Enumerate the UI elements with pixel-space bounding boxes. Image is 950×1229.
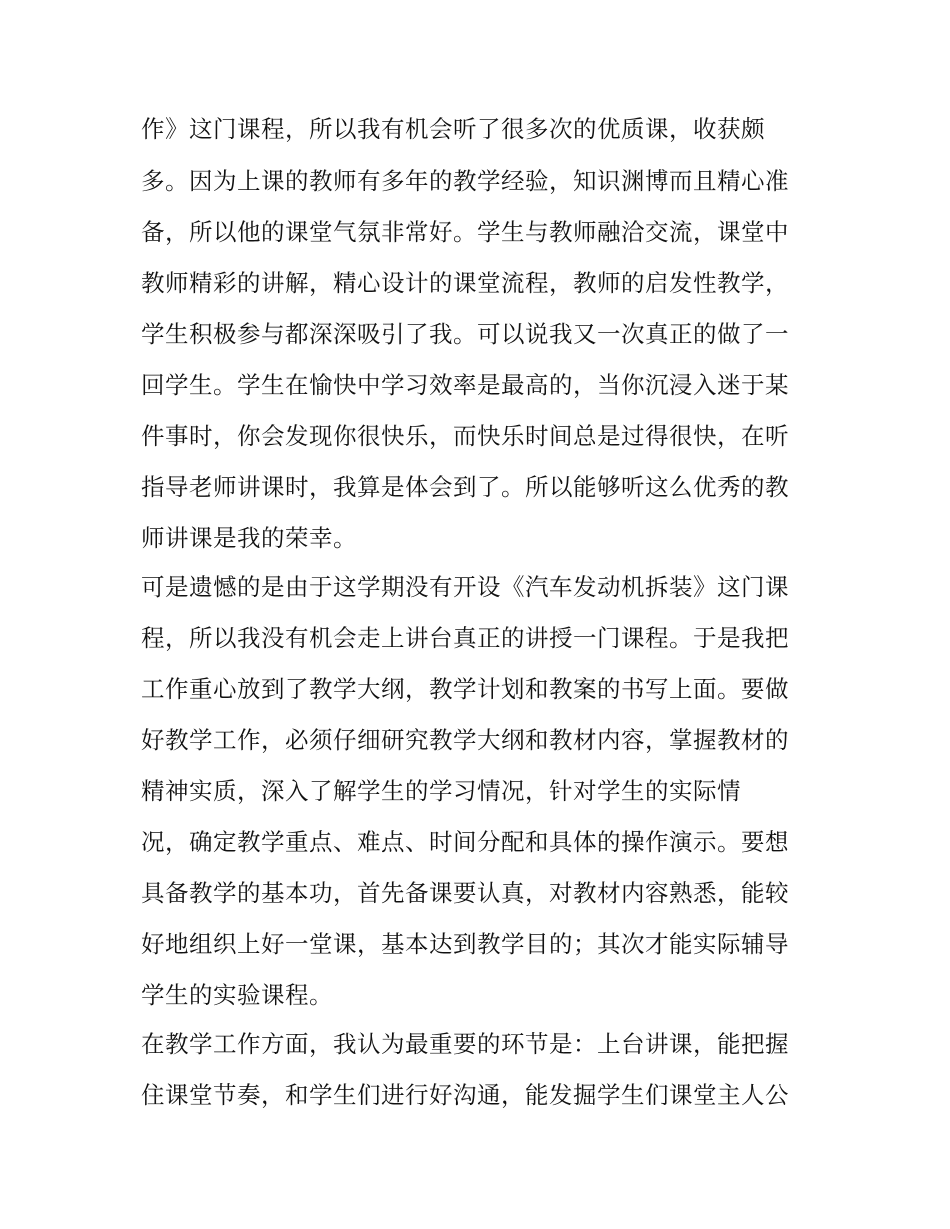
text-line: 可是遗憾的是由于这学期没有开设《汽车发动机拆装》这门课 xyxy=(141,573,789,601)
text-line: 程，所以我没有机会走上讲台真正的讲授一门课程。于是我把 xyxy=(141,624,789,652)
text-line: 教师精彩的讲解，精心设计的课堂流程，教师的启发性教学， xyxy=(141,269,789,297)
text-line: 好地组织上好一堂课，基本达到教学目的；其次才能实际辅导 xyxy=(141,930,789,958)
text-line: 精神实质，深入了解学生的学习情况，针对学生的实际情 xyxy=(141,777,741,805)
text-line: 备，所以他的课堂气氛非常好。学生与教师融洽交流，课堂中 xyxy=(141,218,789,246)
text-line: 学生积极参与都深深吸引了我。可以说我又一次真正的做了一 xyxy=(141,320,789,348)
text-line: 具备教学的基本功，首先备课要认真，对教材内容熟悉，能较 xyxy=(141,879,789,907)
text-line: 住课堂节奏，和学生们进行好沟通，能发掘学生们课堂主人公 xyxy=(141,1081,789,1109)
text-line: 作》这门课程，所以我有机会听了很多次的优质课，收获颇 xyxy=(141,115,765,143)
text-line: 好教学工作，必须仔细研究教学大纲和教材内容，掌握教材的 xyxy=(141,726,789,754)
text-line: 师讲课是我的荣幸。 xyxy=(141,524,357,552)
text-line: 在教学工作方面，我认为最重要的环节是：上台讲课，能把握 xyxy=(141,1030,789,1058)
text-line: 学生的实验课程。 xyxy=(141,981,333,1009)
text-line: 况，确定教学重点、难点、时间分配和具体的操作演示。要想 xyxy=(141,828,789,856)
text-line: 工作重心放到了教学大纲，教学计划和教案的书写上面。要做 xyxy=(141,675,789,703)
text-line: 回学生。学生在愉快中学习效率是最高的，当你沉浸入迷于某 xyxy=(141,371,789,399)
text-line: 多。因为上课的教师有多年的教学经验，知识渊博而且精心准 xyxy=(141,167,789,195)
text-line: 指导老师讲课时，我算是体会到了。所以能够听这么优秀的教 xyxy=(141,473,789,501)
text-line: 件事时，你会发现你很快乐，而快乐时间总是过得很快，在听 xyxy=(141,422,789,450)
